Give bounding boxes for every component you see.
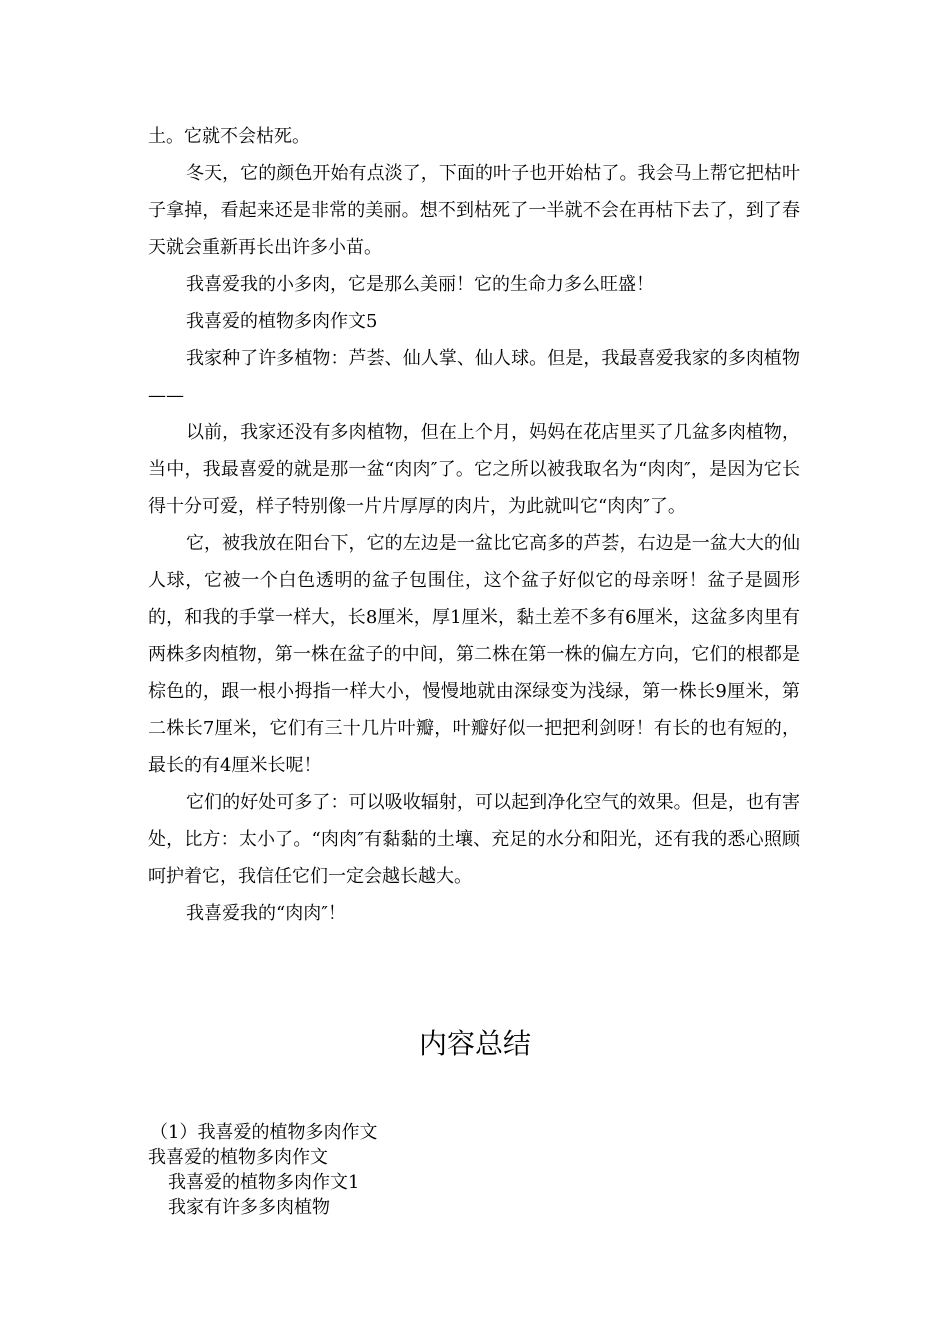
outline-line: 我喜爱的植物多肉作文1 <box>168 1172 360 1193</box>
essay-body <box>148 118 800 932</box>
summary-outline <box>148 1120 800 1220</box>
outline-line: 我家有许多多肉植物 <box>168 1197 330 1218</box>
outline-line: 我喜爱的植物多肉作文 <box>148 1147 328 1168</box>
paragraph: 我喜爱我的“肉肉″！ <box>186 903 346 924</box>
paragraph: 以前，我家还没有多肉植物，但在上个月，妈妈在花店里买了几盆多肉植物，当中，我最喜爱的就是那一盆“肉肉″了。它之所以被我取名为“肉肉″，是因为它长得十分可爱，样子特别像一片片厚厚的肉片，为此就叫它“肉肉″了。 <box>148 422 800 517</box>
paragraph: 它，被我放在阳台下，它的左边是一盆比它高多的芦荟，右边是一盆大大的仙人球，它被一个白色透明的盆子包围住，这个盆子好似它的母亲呀！盆子是圆形的，和我的手掌一样大，长8厘米，厚1厘米，黏土差不多有6厘米，这盆多肉里有两株多肉植物，第一株在盆子的中间，第二株在第一株的偏左方向，它们的根都是棕色的，跟一根小拇指一样大小，慢慢地就由深绿变为浅绿，第一株长9厘米，第二株长7厘米，它们有三十几片叶瓣，叶瓣好似一把把利剑呀！有长的也有短的，最长的有4厘米长呢！ <box>148 533 800 776</box>
outline-line: （1）我喜爱的植物多肉作文 <box>150 1122 378 1143</box>
paragraph: 我家种了许多植物：芦荟、仙人掌、仙人球。但是，我最喜爱我家的多肉植物—— <box>148 348 800 406</box>
paragraph: 土。它就不会枯死。 <box>148 126 310 147</box>
essay-heading: 我喜爱的植物多肉作文5 <box>186 311 378 332</box>
summary-title: 内容总结 <box>418 1027 531 1060</box>
paragraph: 冬天，它的颜色开始有点淡了，下面的叶子也开始枯了。我会马上帮它把枯叶子拿掉，看起来还是非常的美丽。想不到枯死了一半就不会在再枯下去了，到了春天就会重新再长出许多小苗。 <box>148 163 800 258</box>
paragraph: 我喜爱我的小多肉，它是那么美丽！它的生命力多么旺盛！ <box>186 274 654 295</box>
paragraph: 它们的好处可多了：可以吸收辐射，可以起到净化空气的效果。但是，也有害处，比方：太小了。“肉肉″有黏黏的土壤、充足的水分和阳光，还有我的悉心照顾呵护着它，我信任它们一定会越长越大。 <box>148 792 800 887</box>
